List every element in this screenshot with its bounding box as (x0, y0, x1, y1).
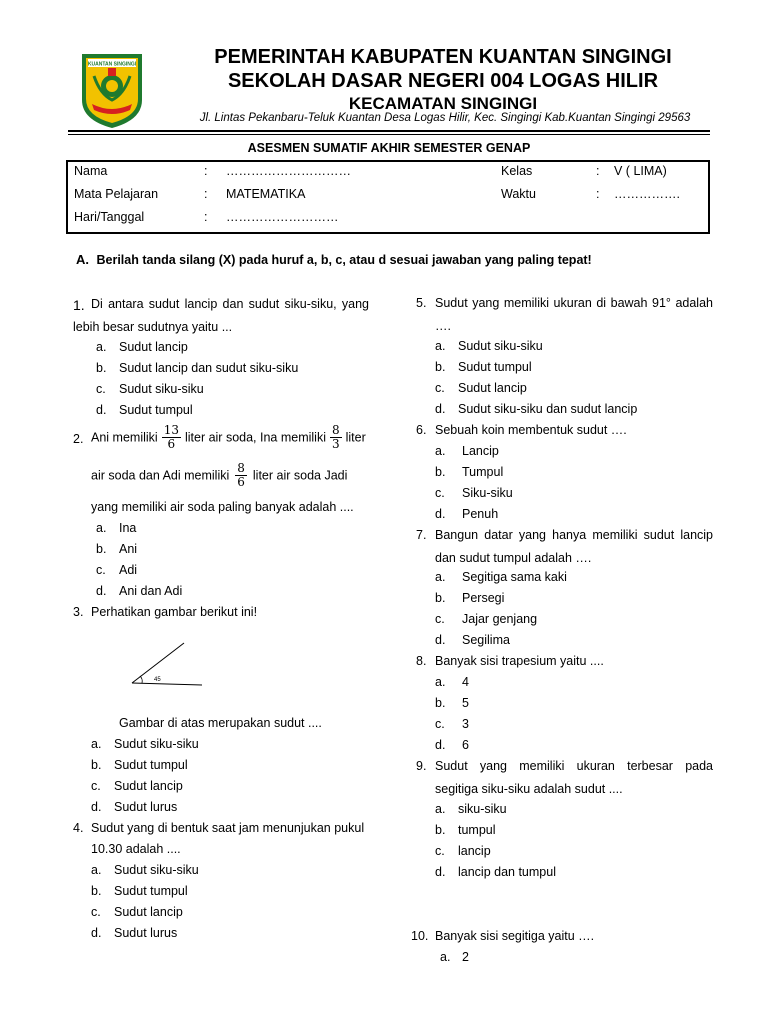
fraction-numerator: 8 (237, 461, 245, 475)
class-value: V ( LIMA) (614, 164, 667, 178)
subject-separator: : (204, 187, 208, 201)
option-text[interactable]: 2 (462, 950, 469, 964)
subject-label: Mata Pelajaran (74, 187, 159, 201)
class-label: Kelas (501, 164, 533, 178)
question-text: Bangun datar yang hanya memiliki sudut lancip dan sudut tumpul adalah …. (435, 528, 713, 565)
fraction-denominator: 3 (331, 437, 340, 451)
question-number: 1. (73, 297, 85, 313)
option-text[interactable]: Sudut tumpul (114, 884, 188, 898)
date-label: Hari/Tanggal (74, 210, 145, 224)
option-letter[interactable]: d. (435, 865, 446, 879)
header-divider-thick (68, 130, 710, 132)
question-text: Banyak sisi trapesium yaitu .... (435, 654, 604, 668)
option-text[interactable]: lancip dan tumpul (458, 865, 556, 879)
name-label: Nama (74, 164, 108, 178)
option-text[interactable]: Persegi (462, 591, 505, 605)
header-government-name: PEMERINTAH KABUPATEN KUANTAN SINGINGI (214, 46, 672, 68)
option-text[interactable]: Sudut tumpul (119, 403, 193, 417)
option-text[interactable]: Sudut siku-siku dan sudut lancip (458, 402, 638, 416)
option-text[interactable]: Siku-siku (462, 486, 513, 500)
option-letter[interactable]: a. (96, 521, 107, 535)
option-text[interactable]: Sudut siku-siku (119, 382, 204, 396)
option-text[interactable]: 5 (462, 696, 469, 710)
name-separator: : (204, 164, 208, 178)
option-letter[interactable]: a. (440, 950, 451, 964)
regency-logo (78, 50, 146, 130)
option-letter[interactable]: c. (91, 779, 101, 793)
option-letter[interactable]: a. (435, 570, 446, 584)
question-number: 5. (416, 296, 427, 310)
option-text[interactable]: Jajar genjang (462, 612, 538, 626)
fraction-denominator: 6 (167, 437, 176, 451)
header-subdistrict: KECAMATAN SINGINGI (348, 94, 538, 113)
exam-title: ASESMEN SUMATIF AKHIR SEMESTER GENAP (247, 141, 531, 155)
option-text[interactable]: 4 (462, 675, 469, 689)
option-text[interactable]: Sudut siku-siku (458, 339, 543, 353)
name-field[interactable]: ………………………… (226, 164, 351, 178)
option-text[interactable]: siku-siku (458, 802, 507, 816)
fraction-numerator: 8 (331, 423, 340, 437)
fraction-denominator: 6 (237, 475, 245, 489)
option-letter[interactable]: b. (435, 360, 446, 374)
option-text[interactable]: Sudut lancip (119, 340, 188, 354)
option-text[interactable]: Sudut siku-siku (114, 737, 199, 751)
option-letter[interactable]: a. (435, 675, 446, 689)
option-letter[interactable]: d. (435, 402, 446, 416)
angle-label: 45 (154, 677, 161, 683)
option-letter[interactable]: c. (435, 381, 445, 395)
class-separator: : (596, 164, 600, 178)
option-letter[interactable]: b. (435, 465, 446, 479)
option-letter[interactable]: a. (435, 802, 446, 816)
option-letter[interactable]: d. (435, 738, 446, 752)
question-text: Di antara sudut lancip dan sudut siku-siku, yang lebih besar sudutnya yaitu ... (73, 297, 369, 334)
question-text-line (91, 462, 347, 489)
header-address: Jl. Lintas Pekanbaru-Teluk Kuantan Desa Logas Hilir, Kec. Singingi Kab.Kuantan Singingi 29563 (199, 112, 691, 124)
logo-text: KUANTAN SINGINGI (87, 61, 137, 68)
option-text[interactable]: Sudut lurus (114, 800, 178, 814)
option-text[interactable]: Segitiga sama kaki (462, 570, 567, 584)
option-text[interactable]: Sudut lancip (458, 381, 527, 395)
option-text[interactable]: Sudut lancip dan sudut siku-siku (119, 361, 299, 375)
question-text-part: liter (345, 430, 366, 445)
question-number: 7. (416, 528, 427, 542)
question-text: Perhatikan gambar berikut ini! (91, 605, 258, 619)
instruction (76, 252, 592, 267)
option-text[interactable]: Sudut siku-siku (114, 863, 199, 877)
date-separator: : (204, 210, 208, 224)
option-letter[interactable]: c. (91, 905, 101, 919)
option-text[interactable]: Lancip (462, 444, 499, 458)
option-text[interactable]: Sudut lurus (114, 926, 178, 940)
option-letter[interactable]: a. (96, 340, 107, 354)
option-letter[interactable]: b. (435, 591, 446, 605)
option-text[interactable]: Sudut lancip (114, 779, 183, 793)
option-text[interactable]: Sudut tumpul (114, 758, 188, 772)
option-letter[interactable]: d. (435, 633, 446, 647)
option-letter[interactable]: d. (96, 584, 107, 598)
header-school-name: SEKOLAH DASAR NEGERI 004 LOGAS HILIR (227, 70, 659, 92)
question-text: Sudut yang di bentuk saat jam menunjukan pukul (91, 821, 365, 835)
option-letter[interactable]: d. (91, 926, 102, 940)
option-letter[interactable]: a. (435, 339, 446, 353)
option-letter[interactable]: a. (435, 444, 446, 458)
option-text[interactable]: 3 (462, 717, 469, 731)
question-text: 10.30 adalah .... (91, 842, 181, 856)
option-letter[interactable]: d. (435, 507, 446, 521)
date-field[interactable]: ……………………… (226, 210, 339, 224)
instruction-text: Berilah tanda silang (X) pada huruf a, b, c, atau d sesuai jawaban yang paling tepat! (96, 253, 592, 267)
option-text[interactable]: Ina (119, 521, 137, 535)
subject-value: MATEMATIKA (226, 187, 306, 201)
option-letter[interactable]: b. (96, 361, 107, 375)
question-text-part: air soda dan Adi memiliki (91, 468, 230, 483)
option-letter[interactable]: d. (91, 800, 102, 814)
question-text-line (91, 424, 366, 451)
question-number: 6. (416, 423, 427, 437)
option-text[interactable]: Adi (119, 563, 138, 577)
option-letter[interactable]: c. (435, 844, 445, 858)
option-text[interactable]: Sudut tumpul (458, 360, 532, 374)
question-text: Sudut yang memiliki ukuran di bawah 91° adalah …. (435, 296, 713, 333)
question-text: Banyak sisi segitiga yaitu …. (435, 929, 595, 943)
option-letter[interactable]: b. (435, 823, 446, 837)
option-text[interactable]: lancip (458, 844, 491, 858)
option-letter[interactable]: c. (96, 563, 106, 577)
option-letter[interactable]: c. (96, 382, 106, 396)
option-text[interactable]: Ani (119, 542, 138, 556)
option-text[interactable]: tumpul (458, 823, 496, 837)
question-text-part: liter air soda Jadi (252, 468, 348, 483)
option-text[interactable]: Segilima (462, 633, 510, 647)
fraction (235, 462, 247, 489)
fraction (330, 424, 342, 451)
option-text[interactable]: 6 (462, 738, 469, 752)
header-divider-thin (68, 134, 710, 135)
time-field[interactable]: ……………. (614, 187, 680, 201)
instruction-section-letter: A. (76, 252, 89, 267)
question-text-part: Ani memiliki (91, 430, 158, 445)
angle-figure (118, 625, 214, 697)
time-label: Waktu (501, 187, 536, 201)
option-text[interactable]: Tumpul (462, 465, 504, 479)
question-number: 9. (416, 759, 427, 773)
option-letter[interactable]: b. (91, 884, 102, 898)
option-letter[interactable]: b. (91, 758, 102, 772)
question-number: 3. (73, 605, 84, 619)
time-separator: : (596, 187, 600, 201)
option-letter[interactable]: b. (96, 542, 107, 556)
question-text: yang memiliki air soda paling banyak adalah .... (91, 500, 354, 514)
question-caption: Gambar di atas merupakan sudut .... (119, 716, 322, 730)
fraction (162, 424, 181, 451)
question-number: 2. (73, 432, 84, 446)
question-text: Sebuah koin membentuk sudut …. (435, 423, 627, 437)
option-text[interactable]: Ani dan Adi (119, 584, 183, 598)
question-text: Sudut yang memiliki ukuran terbesar pada segitiga siku-siku adalah sudut .... (435, 759, 713, 796)
option-text[interactable]: Penuh (462, 507, 499, 521)
option-letter[interactable]: c. (435, 486, 445, 500)
fraction-numerator: 13 (163, 423, 179, 437)
option-letter[interactable]: c. (435, 612, 445, 626)
option-text[interactable]: Sudut lancip (114, 905, 183, 919)
question-number: 8. (416, 654, 427, 668)
option-letter[interactable]: a. (91, 737, 102, 751)
question-text-part: liter air soda, Ina memiliki (184, 430, 326, 445)
option-letter[interactable]: c. (435, 717, 445, 731)
option-letter[interactable]: b. (435, 696, 446, 710)
option-letter[interactable]: a. (91, 863, 102, 877)
option-letter[interactable]: d. (96, 403, 107, 417)
question-number: 10. (411, 929, 429, 943)
question-number: 4. (73, 821, 84, 835)
